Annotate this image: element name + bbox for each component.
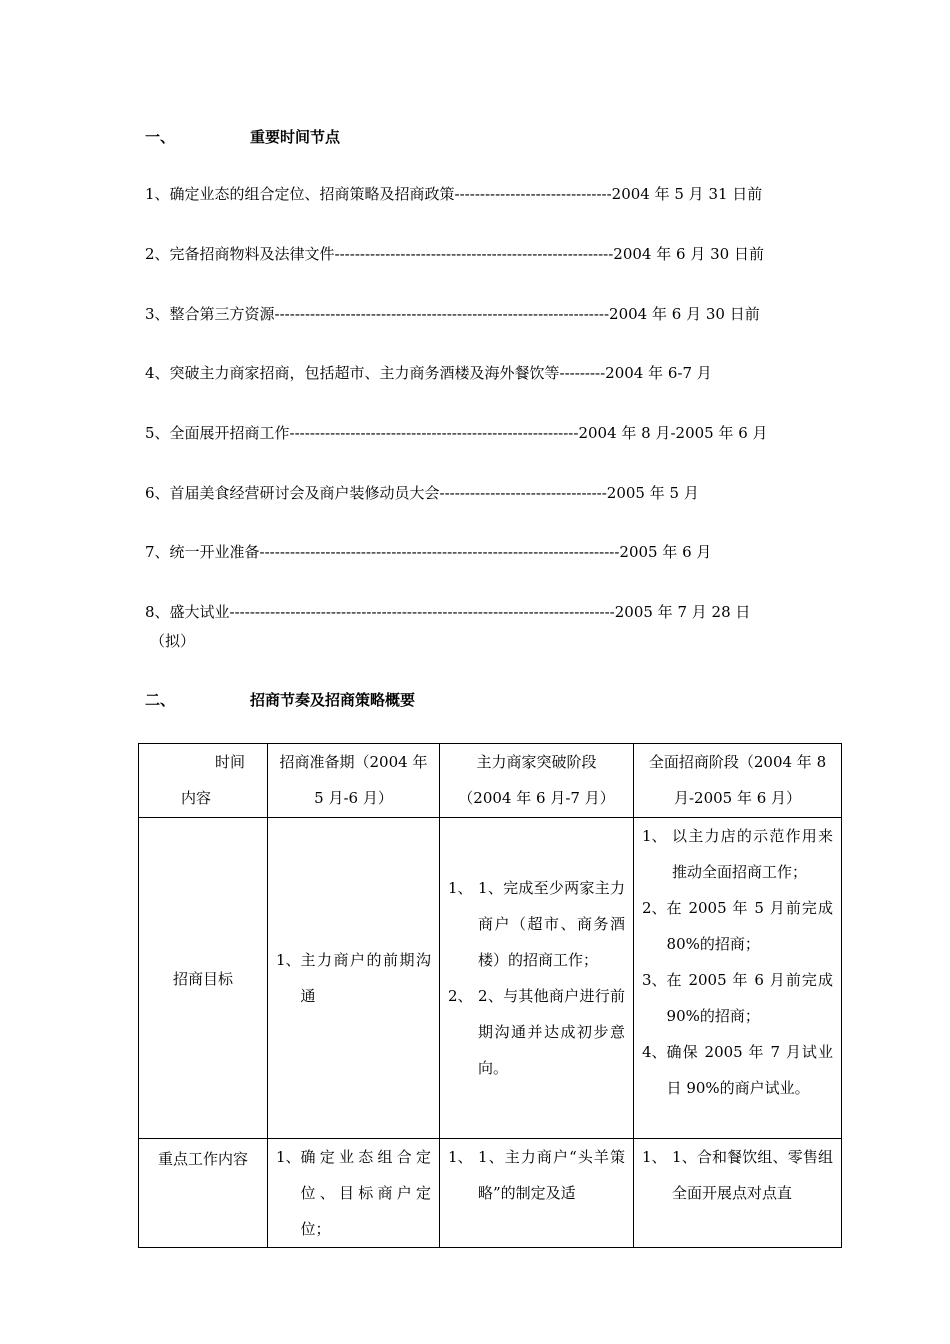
item-number: 1、 — [642, 827, 667, 845]
header-line: 5 月-6 月） — [314, 789, 393, 807]
row-label-cell — [139, 818, 268, 1139]
header-line: （2004 年 6 月-7 月） — [458, 789, 615, 807]
section-two-title: 招商节奏及招商策略概要 — [250, 691, 416, 709]
row-label: 重点工作内容 — [157, 1150, 248, 1168]
row-label-cell — [139, 1139, 268, 1248]
item-text: 2、与其他商户进行前期沟通并达成初步意向。 — [478, 987, 625, 1077]
header-breakthrough-phase — [440, 744, 634, 818]
milestone-1: 1、确定业态的组合定位、招商策略及招商政策-------------------------------2004 年 5 月 31 日前 — [145, 185, 763, 203]
table-cell — [634, 818, 842, 1139]
section-two-number: 二、 — [145, 691, 176, 709]
table-cell — [268, 1139, 440, 1248]
table-corner-cell — [139, 744, 268, 818]
milestone-4: 4、突破主力商家招商，包括超市、主力商务酒楼及海外餐饮等---------2004 年 6-7 月 — [145, 364, 712, 382]
list-item — [276, 1139, 431, 1247]
section-one-title: 重要时间节点 — [250, 128, 341, 146]
list-item — [448, 978, 625, 1086]
table-row — [139, 1139, 842, 1248]
item-text: 确定业态组合定位、目标商户定位； — [300, 1148, 431, 1238]
item-text: 1、主力商户“头羊策略”的制定及适 — [478, 1148, 625, 1202]
list-item — [448, 1139, 625, 1211]
item-number: 1、 — [448, 879, 473, 897]
item-text: 在 2005 年 5 月前完成 80%的招商； — [666, 899, 833, 953]
item-number: 1、 — [448, 1148, 473, 1166]
header-line: 全面招商阶段（2004 年 8 — [648, 753, 827, 771]
table-cell — [634, 1139, 842, 1248]
table-cell — [440, 1139, 634, 1248]
table-cell — [268, 818, 440, 1139]
milestone-6: 6、首届美食经营研讨会及商户装修动员大会---------------------------------2005 年 5 月 — [145, 484, 699, 502]
item-number: 2、 — [642, 899, 667, 917]
header-line: 主力商家突破阶段 — [476, 753, 597, 771]
list-item — [642, 1139, 833, 1211]
header-prep-phase — [268, 744, 440, 818]
item-number: 4、 — [642, 1043, 667, 1061]
milestone-8-note: （拟） — [150, 632, 196, 650]
table-cell — [440, 818, 634, 1139]
item-number: 2、 — [448, 987, 473, 1005]
item-text: 主力商户的前期沟通 — [300, 951, 431, 1005]
milestone-2: 2、完备招商物料及法律文件-------------------------------------------------------2004 年 6 月 30 日前 — [145, 245, 764, 263]
item-text: 在 2005 年 6 月前完成 90%的招商； — [666, 971, 833, 1025]
section-one-number: 一、 — [145, 128, 176, 146]
header-line: 月-2005 年 6 月） — [673, 789, 802, 807]
item-text: 1、合和餐饮组、零售组全面开展点对点直 — [672, 1148, 833, 1202]
header-full-phase — [634, 744, 842, 818]
row-label: 招商目标 — [172, 969, 233, 988]
table-header-row — [139, 744, 842, 818]
list-item — [642, 962, 833, 1034]
item-number: 3、 — [642, 971, 667, 989]
milestone-8: 8、盛大试业----------------------------------------------------------------------------2005 年 7 月 28 日 — [145, 603, 751, 621]
list-item — [448, 870, 625, 978]
list-item — [642, 818, 833, 890]
item-text: 以主力店的示范作用来推动全面招商工作； — [672, 827, 833, 881]
item-number: 1、 — [276, 1148, 301, 1166]
corner-bottom-label: 内容 — [181, 789, 212, 807]
list-item — [276, 942, 431, 1014]
milestone-3: 3、整合第三方资源------------------------------------------------------------------2004 年 6 月 30 日前 — [145, 305, 760, 323]
list-item — [642, 1034, 833, 1106]
table-row — [139, 818, 842, 1139]
header-line: 招商准备期（2004 年 — [279, 753, 428, 771]
item-number: 1、 — [276, 951, 301, 969]
strategy-table — [138, 743, 842, 1248]
item-text: 确保 2005 年 7 月试业日 90%的商户试业。 — [666, 1043, 833, 1097]
list-item — [642, 890, 833, 962]
milestone-5: 5、全面展开招商工作---------------------------------------------------------2004 年 8 月-2005 年 6 月 — [145, 424, 768, 442]
corner-top-label: 时间 — [215, 753, 246, 771]
milestone-7: 7、统一开业准备-----------------------------------------------------------------------2005 年 6 月 — [145, 543, 712, 561]
item-text: 1、完成至少两家主力商户（超市、商务酒楼）的招商工作； — [478, 879, 625, 969]
item-number: 1、 — [642, 1148, 667, 1166]
